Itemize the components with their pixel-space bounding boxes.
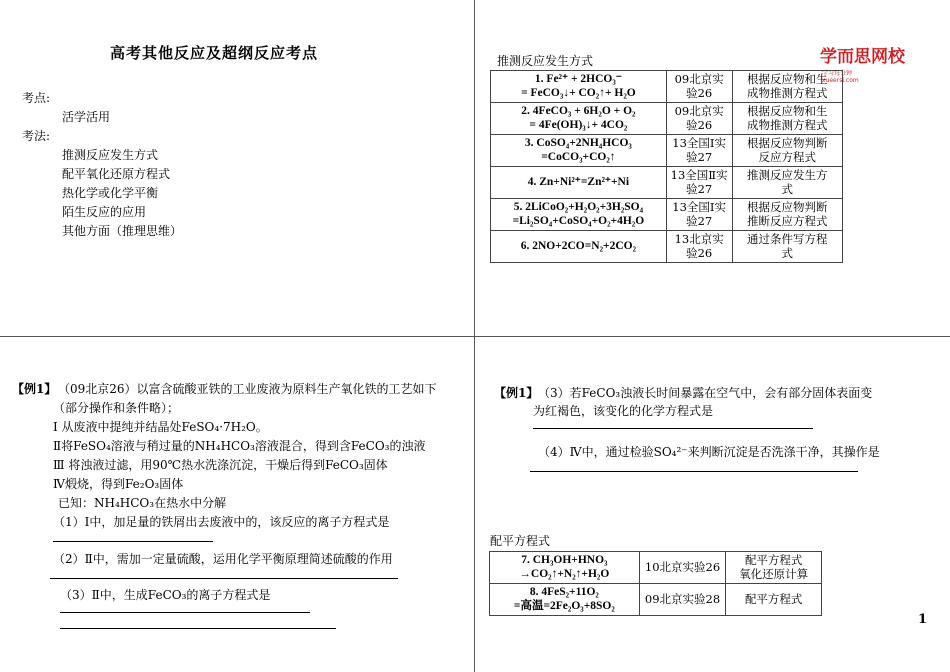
- table-row: [491, 231, 843, 263]
- description: 反应方程式: [758, 149, 816, 164]
- description: 式: [781, 245, 793, 260]
- equation: 6. 2NO+2CO=N₂+2CO₂: [520, 239, 637, 252]
- equation: =高温=2Fe₂O₃+8SO₂: [513, 599, 615, 612]
- description: 氧化还原计算: [739, 566, 809, 581]
- answer-blank[interactable]: [60, 612, 310, 613]
- answer-blank[interactable]: [530, 471, 858, 472]
- equation: 4. Zn+Ni²⁺=Zn²⁺+Ni: [527, 175, 630, 188]
- description: 推测反应发生方: [747, 167, 828, 182]
- reaction-table: [490, 70, 843, 263]
- table-row: [491, 135, 843, 167]
- description: 成物推测方程式: [747, 85, 828, 100]
- problem-line: Ⅲ 将浊液过滤，用90℃热水洗涤沉淀，干燥后得到FeCO₃固体: [53, 458, 388, 472]
- answer-blank[interactable]: [60, 628, 336, 629]
- kaofa-item: 其他方面（推理思维）: [62, 224, 183, 238]
- table-row: [490, 552, 822, 584]
- problem-line: 已知：NH₄HCO₃在热水中分解: [58, 496, 227, 510]
- equation: =Li₂SO₄+CoSO₄+O₂+4H₂O: [512, 214, 645, 227]
- page-title: 高考其他反应及超纲反应考点: [110, 44, 319, 62]
- question-4: （4）Ⅳ中，通过检验SO₄²⁻来判断沉淀是否洗涤干净，其操作是: [538, 445, 880, 459]
- problem-line: （09北京26）以富含硫酸亚铁的工业废液为原料生产氧化铁的工艺如下: [58, 382, 437, 396]
- source: 验26: [686, 85, 713, 100]
- description: 配平方程式: [744, 552, 803, 567]
- description: 式: [781, 181, 793, 196]
- source: 09北京实: [674, 103, 724, 118]
- source: 13北京实: [674, 231, 724, 246]
- question-3-line: 为红褐色，该变化的化学方程式是: [533, 404, 714, 418]
- problem-line: （部分操作和条件略）；: [53, 401, 180, 415]
- description: 根据反应物判断: [747, 199, 828, 214]
- kaofa-item: 推测反应发生方式: [62, 148, 159, 162]
- source: 验26: [686, 245, 713, 260]
- equation: 8. 4FeS₂+11O₂: [529, 585, 599, 598]
- description: 根据反应物判断: [747, 135, 828, 150]
- source: 验27: [686, 181, 713, 196]
- description: 成物推测方程式: [747, 117, 828, 132]
- section-heading: 配平方程式: [490, 534, 551, 548]
- kaofa-label: 考法:: [22, 129, 51, 143]
- table-row: [491, 103, 843, 135]
- source: 13全国Ⅱ实: [670, 167, 728, 182]
- description: 通过条件写方程: [747, 231, 828, 246]
- kaodian-item: 活学活用: [62, 110, 111, 124]
- equation: 1. Fe²⁺ + 2HCO₃⁻: [534, 72, 622, 85]
- equation: =CoCO₃+CO₂↑: [541, 150, 616, 163]
- problem-line: Ⅰ 从废液中提纯并结晶处FeSO₄·7H₂O。: [53, 420, 268, 434]
- table-row: [491, 167, 843, 199]
- equation: 5. 2LiCoO₂+H₂O₂+3H₂SO₄: [513, 200, 644, 213]
- example-tag: 【例1】: [494, 386, 539, 400]
- logo-text: 学而思网校: [820, 47, 905, 67]
- kaofa-item: 配平氧化还原方程式: [62, 167, 171, 181]
- question-1: （1）Ⅰ中，加足量的铁屑出去废液中的，该反应的离子方程式是: [53, 515, 390, 529]
- kaofa-item: 陌生反应的应用: [62, 205, 147, 219]
- source: 验27: [686, 149, 713, 164]
- source: 验26: [686, 117, 713, 132]
- question-2: （2）Ⅱ中，需加一定量硫酸，运用化学平衡原理简述硫酸的作用: [53, 552, 393, 566]
- balancing-table: [489, 551, 822, 616]
- example-tag: 【例1】: [12, 382, 57, 396]
- source: 10北京实验26: [644, 559, 721, 574]
- logo-subtitle: 学习每分钟: [822, 69, 853, 77]
- equation: 2. 4FeCO₃ + 6H₂O + O₂: [521, 104, 636, 117]
- table-row: [490, 584, 822, 616]
- source: 13全国Ⅰ实: [672, 199, 726, 214]
- equation: →CO₂↑+N₂↑+H₂O: [519, 567, 610, 580]
- description: 配平方程式: [744, 591, 803, 606]
- description: 根据反应物和生: [747, 103, 828, 118]
- problem-line: Ⅳ煅烧，得到Fe₂O₃固体: [53, 477, 184, 491]
- source: 09北京实: [674, 71, 724, 86]
- kaodian-label: 考点:: [22, 91, 51, 105]
- equation: = FeCO₃↓+ CO₂↑+ H₂O: [521, 86, 636, 99]
- kaofa-item: 热化学或化学平衡: [62, 186, 159, 200]
- problem-line: Ⅱ将FeSO₄溶液与稍过量的NH₄HCO₃溶液混合，得到含FeCO₃的浊液: [53, 439, 426, 453]
- question-3-line: （3）若FeCO₃浊液长时间暴露在空气中，会有部分固体表面变: [538, 386, 873, 400]
- horizontal-divider: [0, 336, 950, 337]
- source: 09北京实验28: [644, 591, 721, 606]
- table-row: [491, 71, 843, 103]
- equation: = 4Fe(OH)₃↓+ 4CO₂: [529, 118, 628, 131]
- description: 根据反应物和生: [747, 71, 828, 86]
- question-3: （3）Ⅱ中，生成FeCO₃的离子方程式是: [60, 588, 271, 602]
- answer-blank[interactable]: [533, 428, 813, 429]
- description: 推断反应方程式: [747, 213, 828, 228]
- table-row: [491, 199, 843, 231]
- equation: 3. CoSO₄+2NH₄HCO₃: [524, 136, 632, 149]
- source: 验27: [686, 213, 713, 228]
- section-heading: 推测反应发生方式: [497, 54, 594, 68]
- source: 13全国Ⅰ实: [672, 135, 726, 150]
- page-number: 1: [918, 612, 928, 627]
- answer-blank[interactable]: [53, 541, 213, 542]
- answer-blank[interactable]: [50, 578, 398, 579]
- logo-url: xueersi.com: [822, 76, 859, 84]
- equation: 7. CH₃OH+HNO₃: [521, 553, 608, 566]
